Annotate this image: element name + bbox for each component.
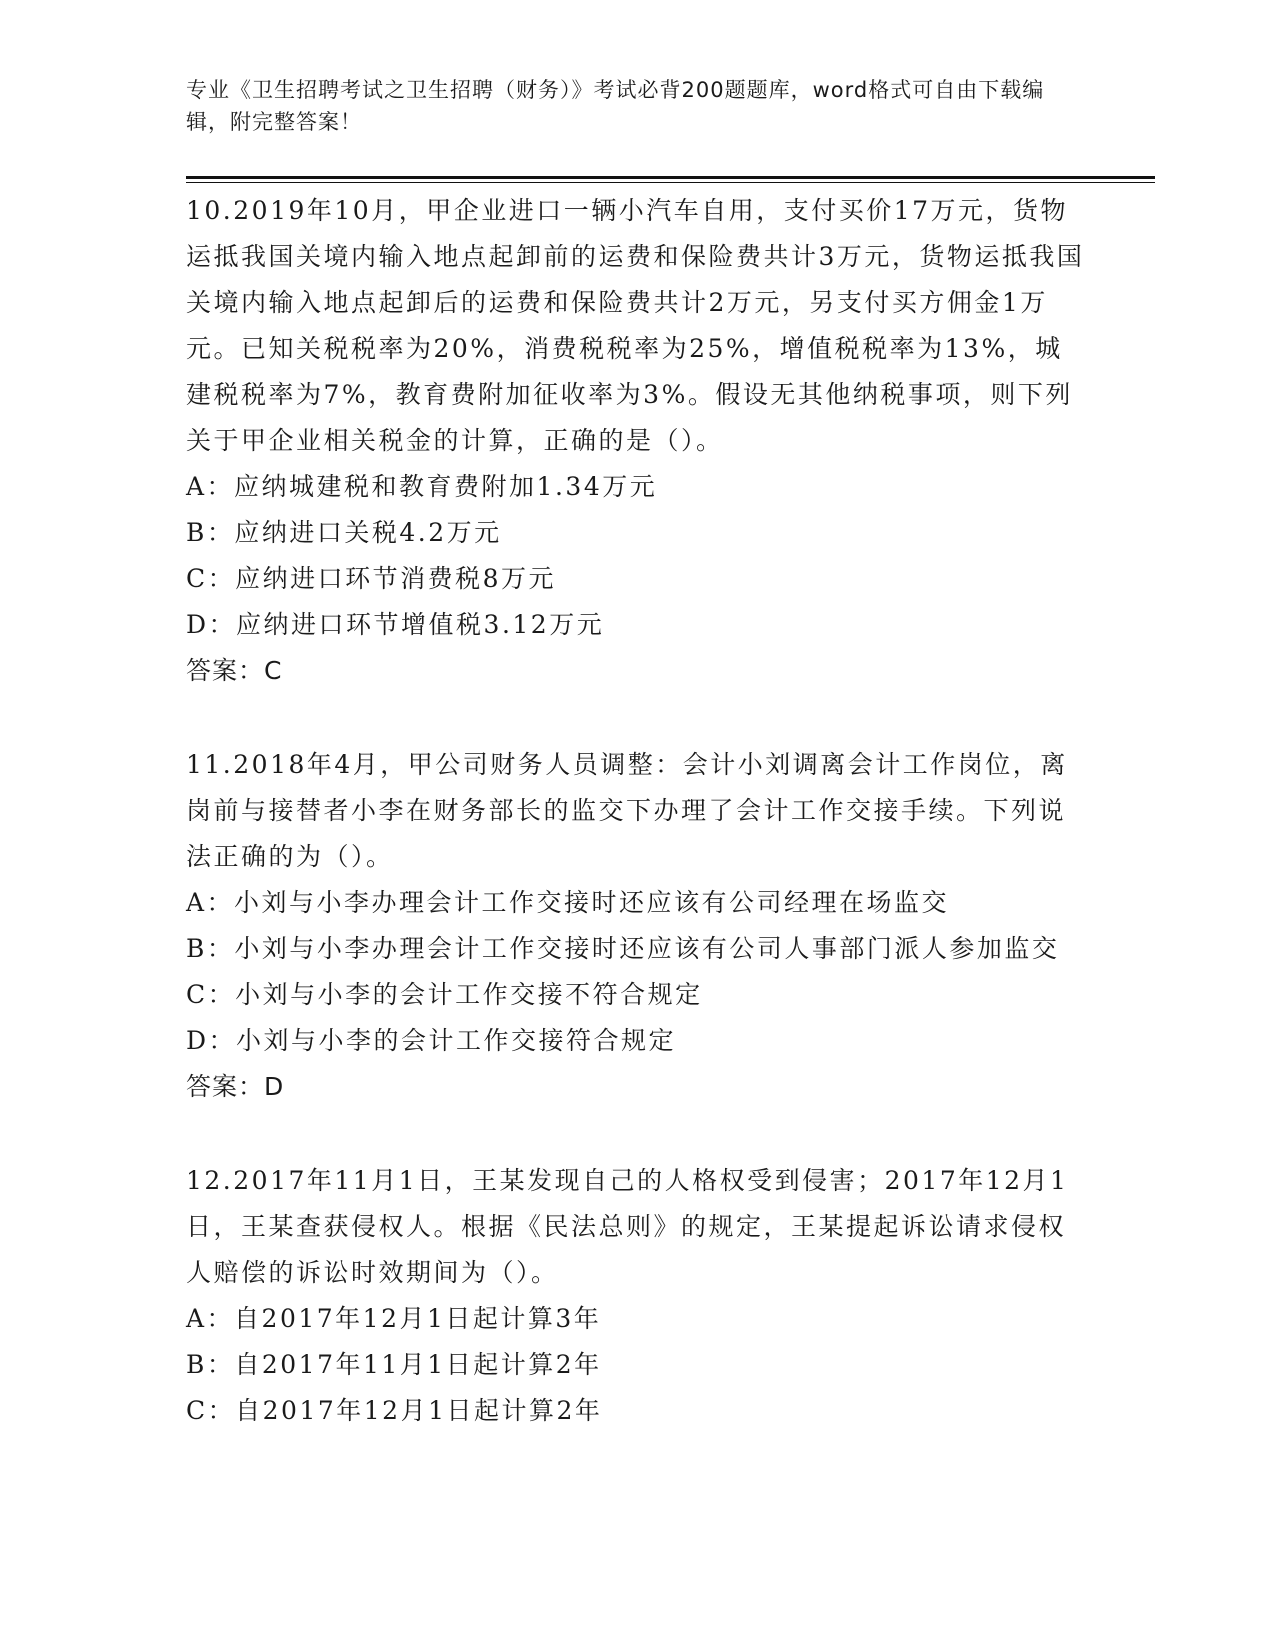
question-11	[186, 742, 1086, 1110]
question-stem: 12.2017年11月1日，王某发现自己的人格权受到侵害；2017年12月1日，王某查获侵权人。根据《民法总则》的规定，王某提起诉讼请求侵权人赔偿的诉讼时效期间为（）。	[186, 1166, 1069, 1287]
option-d: D：应纳进口环节增值税3.12万元	[186, 610, 605, 639]
spacer	[186, 694, 1086, 742]
option-a: A：小刘与小李办理会计工作交接时还应该有公司经理在场监交	[186, 888, 950, 917]
option-b: B：自2017年11月1日起计算2年	[186, 1350, 602, 1379]
question-stem: 10.2019年10月，甲企业进口一辆小汽车自用，支付买价17万元，货物运抵我国关境内输入地点起卸前的运费和保险费共计3万元，货物运抵我国关境内输入地点起卸后的运费和保险费共计2万元，另支付买方佣金1万元。已知关税税率为20%，消费税税率为25%，增值税税率为13%，城建税税率为7%，教育费附加征收率为3%。假设无其他纳税事项，则下列关于甲企业相关税金的计算，正确的是（）。	[186, 196, 1085, 455]
option-c: C：自2017年12月1日起计算2年	[186, 1396, 603, 1425]
answer-line: 答案：D	[186, 1072, 285, 1101]
question-stem: 11.2018年4月，甲公司财务人员调整：会计小刘调离会计工作岗位，离岗前与接替者小李在财务部长的监交下办理了会计工作交接手续。下列说法正确的为（）。	[186, 750, 1068, 871]
option-a: A：应纳城建税和教育费附加1.34万元	[186, 472, 658, 501]
option-b: B：应纳进口关税4.2万元	[186, 518, 502, 547]
question-10	[186, 188, 1086, 694]
document-header: 专业《卫生招聘考试之卫生招聘（财务）》考试必背200题题库，word格式可自由下载编辑，附完整答案！	[186, 78, 1045, 134]
option-c: C：应纳进口环节消费税8万元	[186, 564, 557, 593]
option-c: C：小刘与小李的会计工作交接不符合规定	[186, 980, 703, 1009]
answer-line: 答案：C	[186, 656, 283, 685]
option-b: B：小刘与小李办理会计工作交接时还应该有公司人事部门派人参加监交	[186, 934, 1060, 963]
header-divider-thin	[186, 182, 1155, 183]
question-12	[186, 1158, 1086, 1434]
option-a: A：自2017年12月1日起计算3年	[186, 1304, 602, 1333]
header-divider-thick	[186, 176, 1155, 179]
question-list	[186, 188, 1086, 1434]
option-d: D：小刘与小李的会计工作交接符合规定	[186, 1026, 677, 1055]
spacer	[186, 1110, 1086, 1158]
